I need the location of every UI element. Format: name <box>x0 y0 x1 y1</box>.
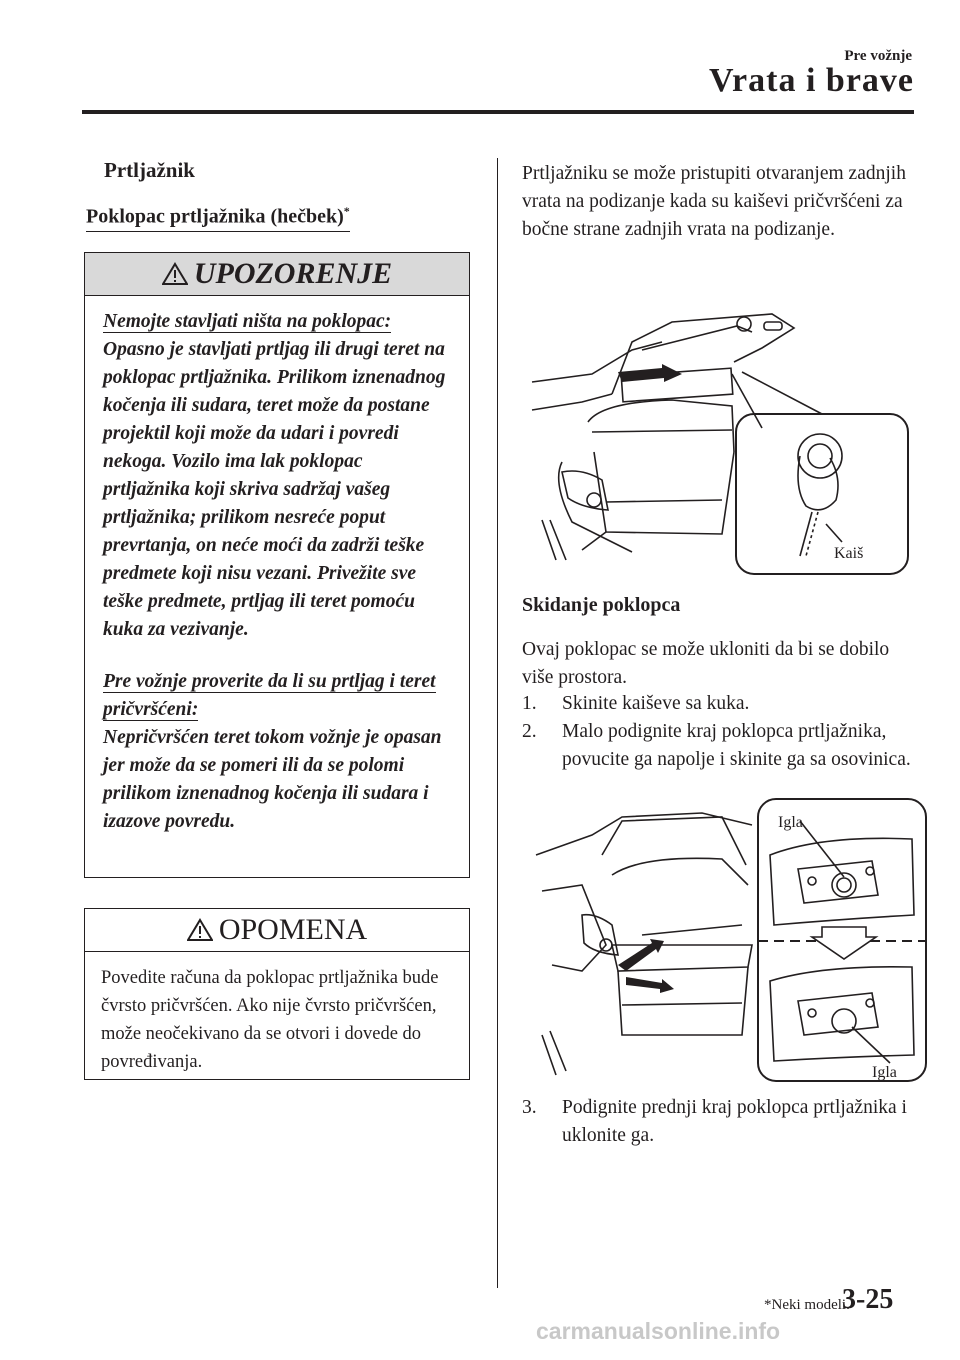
step-item <box>522 718 922 802</box>
removal-intro: Ovaj poklopac se može ukloniti da bi se dobilo više prostora. <box>522 639 890 688</box>
section-title: Prtljažnik <box>104 158 195 182</box>
caution-text: Povedite računa da poklopac prtljažnika bude čvrsto pričvršćen. Ako nije čvrsto pričvršćen, može neočekivano da se otvori i dovede do povređivanja. <box>101 968 439 1072</box>
caution-box <box>84 908 470 1080</box>
header-title: Vrata i brave <box>709 62 914 99</box>
column-divider <box>497 158 498 1288</box>
step-number: 2. <box>522 721 537 742</box>
watermark: carmanualsonline.info <box>536 1318 781 1344</box>
pin-label-top: Igla <box>778 814 803 831</box>
footnote: *Neki modeli. <box>764 1297 850 1313</box>
liftgate-strap-illustration <box>522 302 922 580</box>
cover-removal-illustration <box>522 795 932 1085</box>
strap-label: Kaiš <box>834 545 864 562</box>
warning-heading: UPOZORENJE <box>85 253 469 296</box>
page-number: 3-25 <box>842 1284 894 1315</box>
footnote-mark: * <box>343 204 350 218</box>
step-text: Skinite kaiševe sa kuka. <box>562 693 750 714</box>
warning-box <box>84 252 470 878</box>
step-text: Malo podignite kraj poklopca prtljažnika, povucite ga napolje i skinite ga sa osovinica. <box>562 721 911 770</box>
warning-triangle-icon <box>187 918 213 942</box>
subsection-title: Poklopac prtljažnika (hečbek)* <box>86 204 350 232</box>
pin-label-bottom: Igla <box>872 1064 897 1081</box>
step-item <box>522 690 922 718</box>
step-number: 3. <box>522 1097 537 1118</box>
header-rule <box>82 110 914 114</box>
step-item <box>522 1094 922 1150</box>
warning-lead-2: Pre vožnje proverite da li su prtljag i teret pričvršćeni: <box>103 671 436 720</box>
warning-triangle-icon <box>162 262 188 286</box>
caution-heading: OPOMENA <box>85 909 469 952</box>
step-number: 1. <box>522 693 537 714</box>
intro-paragraph: Prtljažniku se može pristupiti otvaranjem zadnjih vrata na podizanje kada su kaiševi pričvršćeni za bočne strane zadnjih vrata na podizanje. <box>522 163 906 240</box>
warning-body <box>85 296 469 836</box>
removal-heading: Skidanje poklopca <box>522 594 681 616</box>
warning-text-2: Nepričvršćen teret tokom vožnje je opasan jer može da se pomeri ili da se polomi prilikom iznenadnog kočenja ili sudara i izazove povredu. <box>103 727 442 832</box>
step-text: Podignite prednji kraj poklopca prtljažnika i uklonite ga. <box>562 1097 907 1146</box>
header-subtitle: Pre vožnje <box>844 48 912 64</box>
warning-text-1: Opasno je stavljati prtljag ili drugi teret na poklopac prtljažnika. Prilikom iznenadnog kočenja ili sudara, teret može da postane projektil koji može da udari i povredi nekoga. Vozilo ima lak poklopac prtljažnika koji skriva sadržaj vašeg prtljažnika; prilikom nesreće poput prevrtanja, on neće moći da zadrži teške predmete koji nisu vezani. Privežite sve teške predmete, prtljag ili teret pomoću kuka za vezivanje. <box>103 339 446 640</box>
warning-lead-1: Nemojte stavljati ništa na poklopac: <box>103 311 392 332</box>
